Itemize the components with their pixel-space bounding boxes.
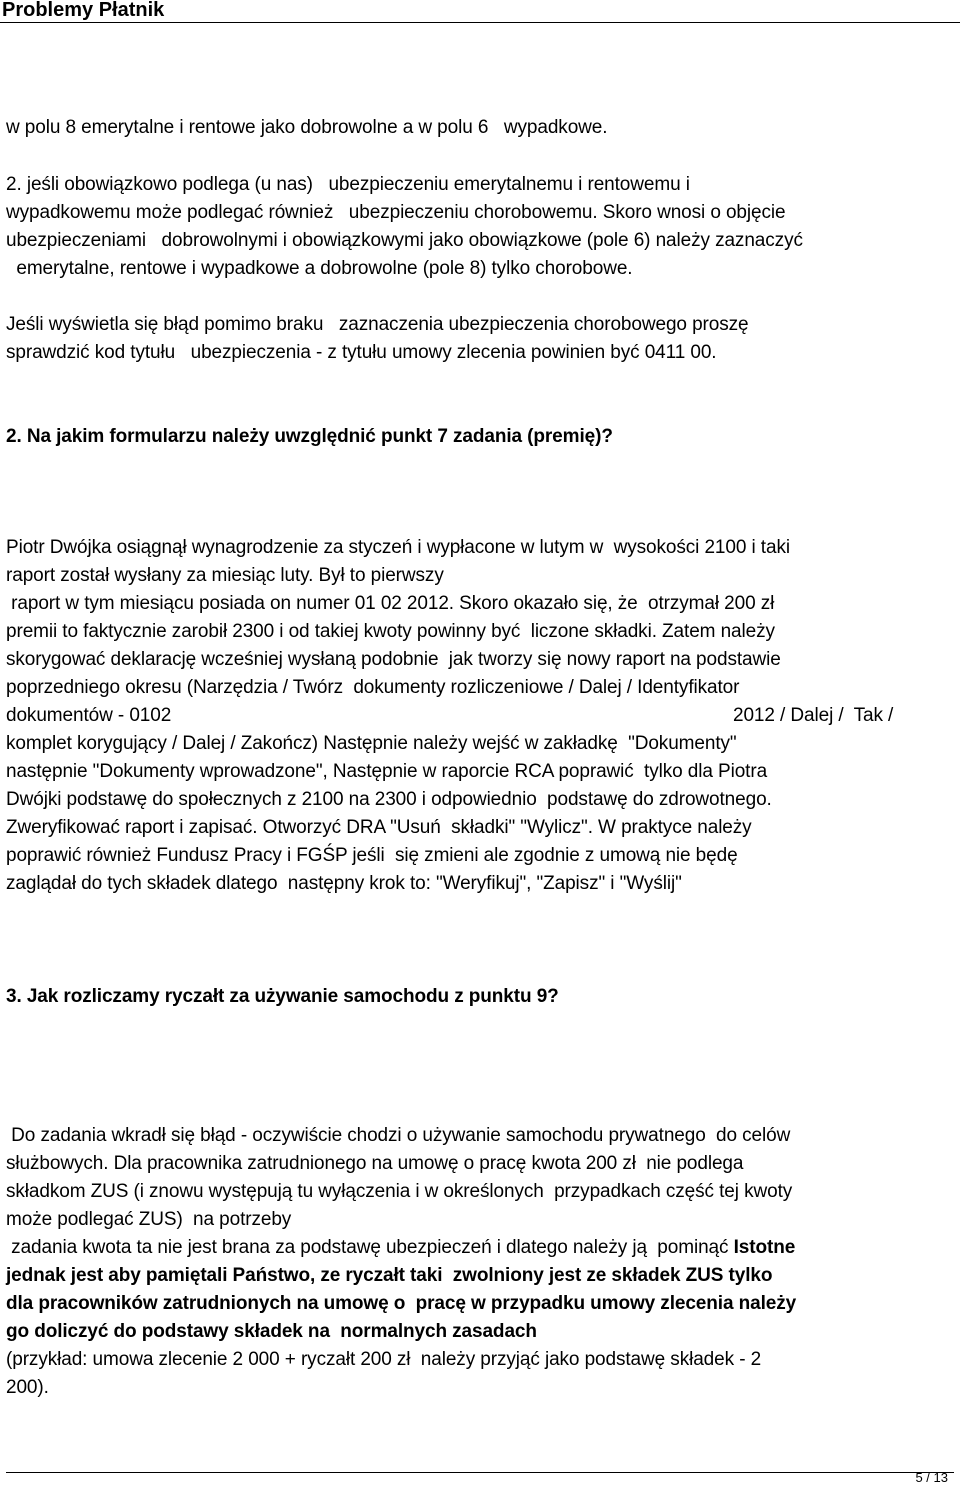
text-line: emerytalne, rentowe i wypadkowe a dobrowolne (pole 8) tylko chorobowe. <box>6 258 633 279</box>
bold-text-line: go doliczyć do podstawy składek na normalnych zasadach <box>6 1321 537 1342</box>
document-title: Problemy Płatnik <box>2 0 165 21</box>
text-line: raport został wysłany za miesiąc luty. Był to pierwszy <box>6 565 444 586</box>
text-line: Jeśli wyświetla się błąd pomimo braku zaznaczenia ubezpieczenia chorobowego proszę <box>6 314 749 335</box>
text-line: może podlegać ZUS) na potrzeby <box>6 1209 292 1230</box>
bold-text-line: dla pracowników zatrudnionych na umowę o pracę w przypadku umowy zlecenia należy <box>6 1293 797 1314</box>
page-number: 5 / 13 <box>915 1470 948 1485</box>
text-line: zaglądał do tych składek dlatego następny krok to: "Weryfikuj", "Zapisz" i "Wyślij" <box>6 873 682 894</box>
text-line: poprzedniego okresu (Narzędzia / Twórz dokumenty rozliczeniowe / Dalej / Identyfikator <box>6 677 740 698</box>
text-line: sprawdzić kod tytułu ubezpieczenia - z tytułu umowy zlecenia powinien być 0411 00. <box>6 342 717 363</box>
text-line: służbowych. Dla pracownika zatrudnionego na umowę o pracę kwota 200 zł nie podlega <box>6 1153 744 1174</box>
text-line: 200). <box>6 1377 49 1398</box>
text-line: Do zadania wkradł się błąd - oczywiście chodzi o używanie samochodu prywatnego do celów <box>6 1125 791 1146</box>
footer-divider <box>6 1472 954 1473</box>
text-line: 2. jeśli obowiązkowo podlega (u nas) ubezpieczeniu emerytalnemu i rentowemu i <box>6 174 690 195</box>
text-line: wypadkowemu może podlegać również ubezpieczeniu chorobowemu. Skoro wnosi o objęcie <box>6 202 786 223</box>
text-line: poprawić również Fundusz Pracy i FGŚP jeśli się zmieni ale zgodnie z umową nie będę <box>6 845 738 866</box>
bold-text-line: jednak jest aby pamiętali Państwo, ze ryczałt taki zwolniony jest ze składek ZUS tylko <box>6 1265 773 1286</box>
text-line: ubezpieczeniami dobrowolnymi i obowiązkowymi jako obowiązkowe (pole 6) należy zaznaczyć <box>6 230 803 251</box>
section-heading-3: 3. Jak rozliczamy ryczałt za używanie samochodu z punktu 9? <box>6 986 559 1007</box>
text-line: skorygować deklarację wcześniej wysłaną podobnie jak tworzy się nowy raport na podstawie <box>6 649 781 670</box>
text-line: Piotr Dwójka osiągnął wynagrodzenie za styczeń i wypłacone w lutym w wysokości 2100 i taki <box>6 537 790 558</box>
text-line: następnie "Dokumenty wprowadzone", Następnie w raporcie RCA poprawić tylko dla Piotra <box>6 761 768 782</box>
page-header <box>0 0 960 23</box>
text-line-mixed <box>6 1235 795 1261</box>
text-line: premii to faktycznie zarobił 2300 i od takiej kwoty powinny być liczone składki. Zatem należy <box>6 621 775 642</box>
text-line: dokumentów - 0102 <box>6 705 172 726</box>
text-line: Zweryfikować raport i zapisać. Otworzyć DRA "Usuń składki" "Wylicz". W praktyce należy <box>6 817 752 838</box>
bold-span: Istotne <box>733 1237 796 1258</box>
text-line: (przykład: umowa zlecenie 2 000 + ryczałt 200 zł należy przyjąć jako podstawę składek - 2 <box>6 1349 762 1370</box>
section-heading-2: 2. Na jakim formularzu należy uwzględnić punkt 7 zadania (premię)? <box>6 426 613 447</box>
text-line: raport w tym miesiącu posiada on numer 01 02 2012. Skoro okazało się, że otrzymał 200 zł <box>6 593 775 614</box>
text-line: składkom ZUS (i znowu występują tu wyłączenia i w określonych przypadkach część tej kwoty <box>6 1181 793 1202</box>
text-line-right-part: 2012 / Dalej / Tak / <box>733 705 894 726</box>
text-line: w polu 8 emerytalne i rentowe jako dobrowolne a w polu 6 wypadkowe. <box>6 117 608 138</box>
text-line: Dwójki podstawę do społecznych z 2100 na 2300 i odpowiednio podstawę do zdrowotnego. <box>6 789 772 810</box>
text-line: komplet korygujący / Dalej / Zakończ) Następnie należy wejść w zakładkę "Dokumenty" <box>6 733 737 754</box>
text-span: zadania kwota ta nie jest brana za podstawę ubezpieczeń i dlatego należy ją pominąć <box>6 1237 734 1258</box>
